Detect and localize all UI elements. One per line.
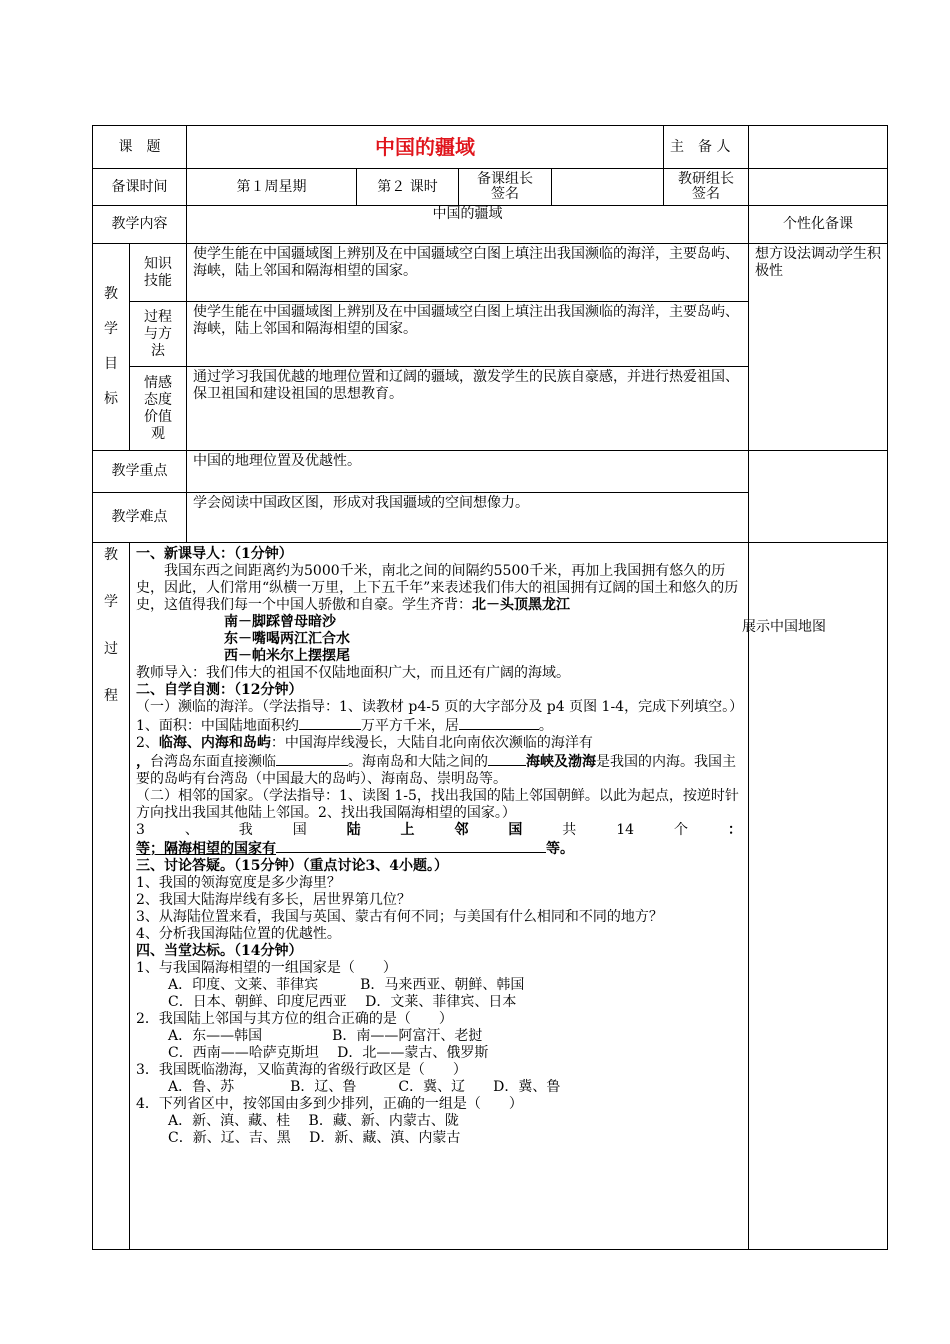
q1-text-c: 。: [538, 718, 553, 734]
q3-part: 个: [673, 822, 688, 838]
preparer-value: [749, 126, 888, 169]
q2-text-b: 台湾岛东面直接濒临: [150, 754, 276, 770]
objectives-char-4: 标: [104, 391, 118, 407]
time-label: 备课时间: [93, 169, 187, 206]
north-line: 北－头顶黑龙江: [472, 597, 570, 613]
objectives-char-2: 学: [104, 321, 118, 337]
quiz-q2: 2．我国陆上邻国与其方位的组合正确的是（ ）: [136, 1011, 453, 1027]
q3-part: 3: [136, 822, 145, 838]
q2-blank-strait[interactable]: [488, 752, 526, 766]
q2-bold: 临海、内海和岛屿: [158, 735, 271, 751]
emotion-text: 通过学习我国优越的地理位置和辽阔的疆域，激发学生的民族自豪感，并进行热爱祖国、保卫祖国和建设祖国的思想教育。: [187, 367, 749, 451]
process-char-3: 过: [104, 641, 118, 657]
section-2-part-a: （一）濒临的海洋。（学法指导：1、读教材 p4-5 页的大字部分及 p4 页图 1-4，完成下列填空。）: [136, 699, 744, 715]
knowledge-text: 使学生能在中国疆域图上辨别及在中国疆域空白图上填注出我国濒临的海洋，主要岛屿、海峡，陆上邻国和隔海相望的国家。: [187, 244, 749, 302]
q3-part: 上: [400, 822, 415, 838]
q3-part: 陆: [346, 822, 361, 838]
q1-text-b: 万平方千米，居: [360, 718, 459, 734]
q3-line2-b: 等。: [546, 841, 574, 857]
difficulties-text: 学会阅读中国政区图，形成对我国疆域的空间想像力。: [187, 493, 749, 543]
quiz-q4: 4．下列省区中，按邻国由多到少排列，正确的一组是（ ）: [136, 1096, 523, 1112]
objectives-label: [93, 244, 130, 451]
question-neighbors-line1: [136, 822, 742, 839]
difficulties-label: 教学难点: [93, 493, 187, 543]
group-leader-line2: 签名: [491, 186, 519, 202]
objectives-char-3: 目: [104, 356, 118, 372]
discussion-q2: 2、我国大陆海岸线有多长，居世界第几位？: [136, 892, 411, 908]
process-char-1: 教: [104, 547, 118, 563]
section-1-title: 一、新课导人：（1分钟）: [136, 546, 293, 562]
knowledge-label: 知识技能: [130, 244, 187, 302]
discussion-q4: 4、分析我国海陆位置的优越性。: [136, 926, 341, 942]
preparer-label: 主 备 人: [664, 126, 749, 169]
q3-part: 国: [508, 822, 523, 838]
west-line: 西－帕米尔上摆摆尾: [224, 648, 350, 664]
process-label-col: [93, 543, 130, 1250]
quiz-q1: 1、与我国隔海相望的一组国家是（ ）: [136, 960, 397, 976]
q1-text-a: 1、面积：中国陆地面积约: [136, 718, 299, 734]
week-value: 第１周星期: [187, 169, 357, 206]
q3-part: 国: [292, 822, 307, 838]
topic-label: 课 题: [93, 126, 187, 169]
lesson-plan-table: [92, 125, 888, 1250]
process-side-note-text: 展示中国地图: [742, 619, 826, 635]
period-value: 第２ 课时: [357, 169, 459, 206]
process-char-4: 程: [104, 688, 118, 704]
quiz-q1-options-cd: C．日本、朝鲜、印度尼西亚 D．文莱、菲律宾、日本: [168, 994, 517, 1010]
key-points-side: [749, 451, 888, 543]
process-text: 使学生能在中国疆域图上辨别及在中国疆域空白图上填注出我国濒临的海洋，主要岛屿、海峡，陆上邻国和隔海相望的国家。: [187, 302, 749, 367]
group-leader-line1: 备课组长: [477, 171, 533, 187]
discussion-q3: 3、从海陆位置来看，我国与英国、蒙古有何不同；与美国有什么相同和不同的地方？: [136, 909, 663, 925]
research-leader-line1: 教研组长: [678, 171, 734, 187]
q1-blank-area[interactable]: [299, 716, 361, 730]
objectives-char-1: 教: [104, 286, 118, 302]
personal-prep-label: 个性化备课: [749, 206, 888, 244]
topic-title: 中国的疆域: [187, 126, 664, 169]
research-leader-line2: 签名: [692, 186, 720, 202]
key-points-text: 中国的地理位置及优越性。: [187, 451, 749, 493]
content-label: 教学内容: [93, 206, 187, 244]
key-points-label: 教学重点: [93, 451, 187, 493]
section-2-part-b: （二）相邻的国家。（学法指导：1、读图 1-5，找出我国的陆上邻国朝鲜。以此为起点，按逆时针方向找出我国其他陆上邻国。2、找出我国隔海相望的国家。）: [136, 788, 739, 821]
section-2-title: 二、自学自测：（12分钟）: [136, 682, 303, 698]
section-4-title: 四、当堂达标。（14分钟）: [136, 943, 303, 959]
q1-blank-rank[interactable]: [459, 716, 539, 730]
q2-text-a: ：中国海岸线漫长，大陆自北向南依次濒临的海洋有: [270, 735, 593, 751]
objectives-side-note: 想方设法调动学生积极性: [749, 244, 888, 451]
quiz-q2-options-ab: A．东——韩国 B．南——阿富汗、老挝: [168, 1028, 483, 1044]
q3-part: 我: [238, 822, 253, 838]
q3-line2-a: 等；隔海相望的国家有: [136, 841, 276, 857]
process-body: [130, 543, 749, 1250]
research-leader-label: [664, 169, 749, 206]
emotion-label: 情感态度价值观: [130, 367, 187, 451]
process-label: 过程与方法: [130, 302, 187, 367]
research-leader-sign: [749, 169, 888, 206]
q2-strait: 海峡及渤海: [526, 754, 596, 770]
east-line: 东－嘴喝两江汇合水: [224, 631, 350, 647]
q3-blank-sea-neighbors[interactable]: [276, 839, 546, 853]
quiz-q1-options-ab: A．印度、文莱、菲律宾 B．马来西亚、朝鲜、韩国: [168, 977, 525, 993]
quiz-q3: 3．我国既临渤海，又临黄海的省级行政区是（ ）: [136, 1062, 467, 1078]
q3-part: 、: [184, 822, 199, 838]
q3-part: ：: [727, 822, 742, 838]
group-leader-sign: [552, 169, 664, 206]
group-leader-label: [459, 169, 552, 206]
time-row: [93, 169, 888, 206]
content-row: [93, 206, 888, 244]
q2-text-d: 是我国的内海。我国主要的岛屿有台湾岛（中国最大的岛屿）、海南岛、崇明岛等。: [136, 754, 736, 787]
q3-part: 共: [562, 822, 577, 838]
q3-part: 邻: [454, 822, 469, 838]
key-points-row: [93, 451, 888, 493]
process-side-note: [749, 543, 888, 1250]
process-char-2: 学: [104, 594, 118, 610]
q2-comma: ，: [136, 754, 150, 770]
discussion-q1: 1、我国的领海宽度是多少海里？: [136, 875, 341, 891]
quiz-q4-options-cd: C．新、辽、吉、黑 D．新、藏、滇、内蒙古: [168, 1130, 461, 1146]
question-area: [136, 716, 742, 735]
objective-knowledge-row: [93, 244, 888, 302]
teacher-intro: 教师导入：我们伟大的祖国不仅陆地面积广大，而且还有广阔的海域。: [136, 665, 570, 681]
teaching-process-row: [93, 543, 888, 1250]
quiz-q2-options-cd: C．西南——哈萨克斯坦 D．北——蒙古、俄罗斯: [168, 1045, 489, 1061]
q2-num: 2、: [136, 735, 159, 751]
question-seas: [136, 735, 742, 788]
q2-blank-ocean[interactable]: [276, 752, 348, 766]
question-neighbors-line2: [136, 839, 742, 858]
section-3-title: 三、讨论答疑。（15分钟）（重点讨论3、4小题。）: [136, 858, 448, 874]
quiz-q3-options: A．鲁、苏 B．辽、鲁 C．冀、辽 D．冀、鲁: [168, 1079, 561, 1095]
content-value: 中国的疆域: [187, 206, 749, 244]
south-line: 南－脚踩曾母暗沙: [224, 614, 336, 630]
q3-part: 14: [616, 822, 635, 838]
q2-text-c: 。海南岛和大陆之间的: [348, 754, 488, 770]
section-1-intro-text: 我国东西之间距离约为5000千米，南北之间的间隔约5500千米，再加上我国拥有悠久的历史，因此，人们常用“纵横一万里，上下五千年”来表述我们伟大的祖国拥有辽阔的国土和悠久的历史，这值得我们每一个中国人骄傲和自豪。学生齐背：: [136, 563, 739, 613]
section-1-intro: [136, 563, 742, 614]
topic-row: [93, 126, 888, 169]
quiz-q4-options-ab: A．新、滇、藏、桂 B．藏、新、内蒙古、陇: [168, 1113, 459, 1129]
